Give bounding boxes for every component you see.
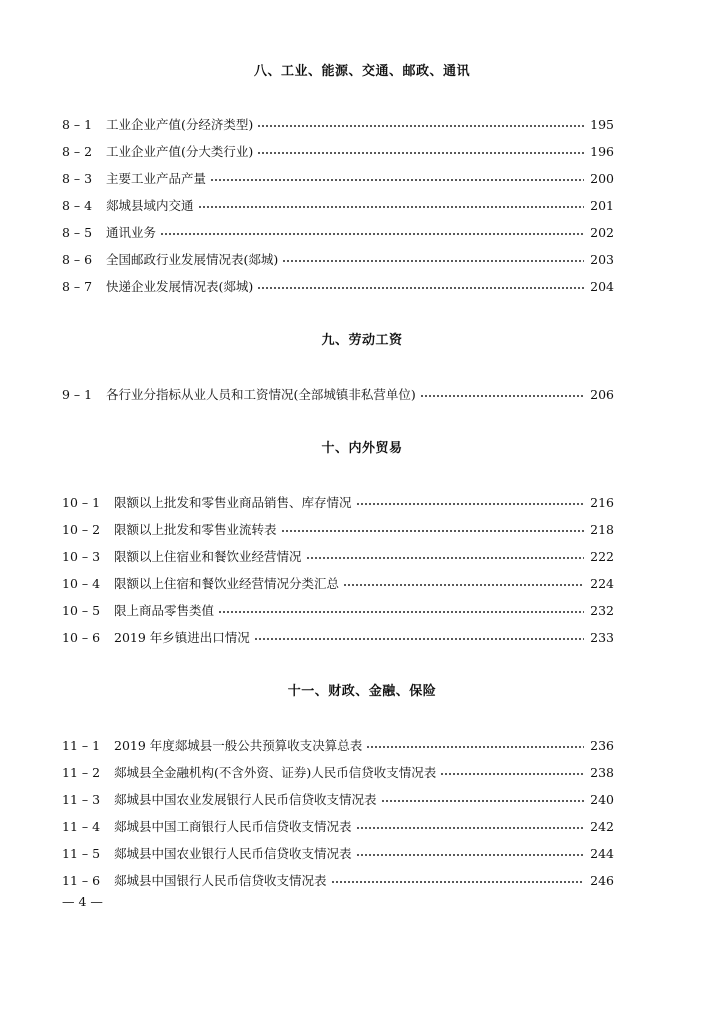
entry-page: 244: [590, 846, 614, 861]
toc-entry[interactable]: [62, 872, 614, 890]
entry-number: 8 – 4: [62, 198, 93, 213]
entry-number: 8 – 2: [62, 144, 93, 159]
entry-title: 限额以上住宿业和餐饮业经营情况: [114, 549, 302, 564]
dot-leader: [420, 395, 584, 397]
entry-title: 2019 年乡镇进出口情况: [114, 630, 250, 645]
toc-entry[interactable]: [62, 548, 614, 566]
entry-number: 11 – 4: [62, 819, 101, 834]
entry-title: 各行业分指标从业人员和工资情况(全部城镇非私营单位): [106, 387, 416, 402]
dot-leader: [356, 854, 585, 856]
entry-page: 202: [590, 225, 614, 240]
entry-page: 242: [590, 819, 614, 834]
entry-title: 快递企业发展情况表(郯城): [106, 279, 254, 294]
dot-leader: [257, 125, 584, 127]
entry-title: 工业企业产值(分经济类型): [106, 117, 254, 132]
entry-number: 11 – 5: [62, 846, 101, 861]
toc-entry[interactable]: [62, 197, 614, 215]
page-number-footer: — 4 —: [62, 894, 103, 909]
toc-entry[interactable]: [62, 521, 614, 539]
entry-number: 10 – 2: [62, 522, 101, 537]
dot-leader: [160, 233, 584, 235]
entry-number: 10 – 4: [62, 576, 101, 591]
entry-page: 204: [590, 279, 614, 294]
entry-number: 8 – 1: [62, 117, 93, 132]
entry-number: 8 – 7: [62, 279, 93, 294]
entry-number: 8 – 3: [62, 171, 93, 186]
toc-entry[interactable]: [62, 791, 614, 809]
toc-entry[interactable]: [62, 224, 614, 242]
toc-entry[interactable]: [62, 143, 614, 161]
entry-number: 11 – 6: [62, 873, 101, 888]
entry-page: 233: [590, 630, 614, 645]
dot-leader: [198, 206, 585, 208]
dot-leader: [306, 557, 585, 559]
entry-number: 8 – 6: [62, 252, 93, 267]
entry-title: 郯城县全金融机构(不含外资、证券)人民币信贷收支情况表: [114, 765, 437, 780]
entry-page: 195: [590, 117, 614, 132]
entry-page: 200: [590, 171, 614, 186]
entry-page: 246: [590, 873, 614, 888]
entry-page: 196: [590, 144, 614, 159]
entry-number: 11 – 2: [62, 765, 101, 780]
dot-leader: [381, 800, 585, 802]
toc-entry[interactable]: [62, 737, 614, 755]
entry-page: 203: [590, 252, 614, 267]
entry-title: 限额以上批发和零售业商品销售、库存情况: [114, 495, 352, 510]
dot-leader: [366, 746, 584, 748]
entry-title: 郯城县域内交通: [106, 198, 194, 213]
toc-entry[interactable]: [62, 575, 614, 593]
entry-page: 201: [590, 198, 614, 213]
entry-number: 11 – 1: [62, 738, 101, 753]
dot-leader: [282, 260, 584, 262]
toc-entry[interactable]: [62, 116, 614, 134]
toc-entry[interactable]: [62, 818, 614, 836]
entry-title: 全国邮政行业发展情况表(郯城): [106, 252, 279, 267]
entry-page: 206: [590, 387, 614, 402]
dot-leader: [218, 611, 584, 613]
dot-leader: [257, 287, 584, 289]
entry-title: 郯城县中国工商银行人民币信贷收支情况表: [114, 819, 352, 834]
dot-leader: [254, 638, 584, 640]
entry-page: 232: [590, 603, 614, 618]
entry-number: 10 – 6: [62, 630, 101, 645]
entry-title: 限上商品零售类值: [114, 603, 215, 618]
toc-entry[interactable]: [62, 251, 614, 269]
toc-entry[interactable]: [62, 629, 614, 647]
entry-title: 限额以上批发和零售业流转表: [114, 522, 277, 537]
entry-page: 238: [590, 765, 614, 780]
toc-entry[interactable]: [62, 170, 614, 188]
entry-page: 240: [590, 792, 614, 807]
section-title-10: 十、内外贸易: [321, 441, 403, 456]
entry-title: 郯城县中国农业银行人民币信贷收支情况表: [114, 846, 352, 861]
section-title-9: 九、劳动工资: [321, 333, 403, 348]
dot-leader: [343, 584, 584, 586]
dot-leader: [440, 773, 584, 775]
entry-page: 236: [590, 738, 614, 753]
entry-title: 通讯业务: [106, 225, 157, 240]
entry-title: 主要工业产品产量: [106, 171, 207, 186]
entry-number: 11 – 3: [62, 792, 101, 807]
dot-leader: [210, 179, 584, 181]
toc-entry[interactable]: [62, 602, 614, 620]
entry-number: 10 – 3: [62, 549, 101, 564]
entry-title: 工业企业产值(分大类行业): [106, 144, 254, 159]
dot-leader: [257, 152, 584, 154]
entry-title: 郯城县中国银行人民币信贷收支情况表: [114, 873, 327, 888]
entry-page: 218: [590, 522, 614, 537]
entry-title: 郯城县中国农业发展银行人民币信贷收支情况表: [114, 792, 377, 807]
toc-entry[interactable]: [62, 494, 614, 512]
entry-number: 10 – 1: [62, 495, 101, 510]
toc-entry[interactable]: [62, 764, 614, 782]
dot-leader: [356, 827, 585, 829]
entry-number: 10 – 5: [62, 603, 101, 618]
toc-entry[interactable]: [62, 386, 614, 404]
dot-leader: [331, 881, 585, 883]
entry-page: 216: [590, 495, 614, 510]
toc-entry[interactable]: [62, 845, 614, 863]
entry-page: 224: [590, 576, 614, 591]
entry-title: 限额以上住宿和餐饮业经营情况分类汇总: [114, 576, 340, 591]
entry-number: 9 – 1: [62, 387, 93, 402]
section-title-8: 八、工业、能源、交通、邮政、通讯: [253, 64, 470, 79]
dot-leader: [356, 503, 585, 505]
entry-page: 222: [590, 549, 614, 564]
entry-title: 2019 年度郯城县一般公共预算收支决算总表: [114, 738, 363, 753]
section-title-11: 十一、财政、金融、保险: [287, 684, 437, 699]
entry-number: 8 – 5: [62, 225, 93, 240]
toc-entry[interactable]: [62, 278, 614, 296]
dot-leader: [281, 530, 585, 532]
